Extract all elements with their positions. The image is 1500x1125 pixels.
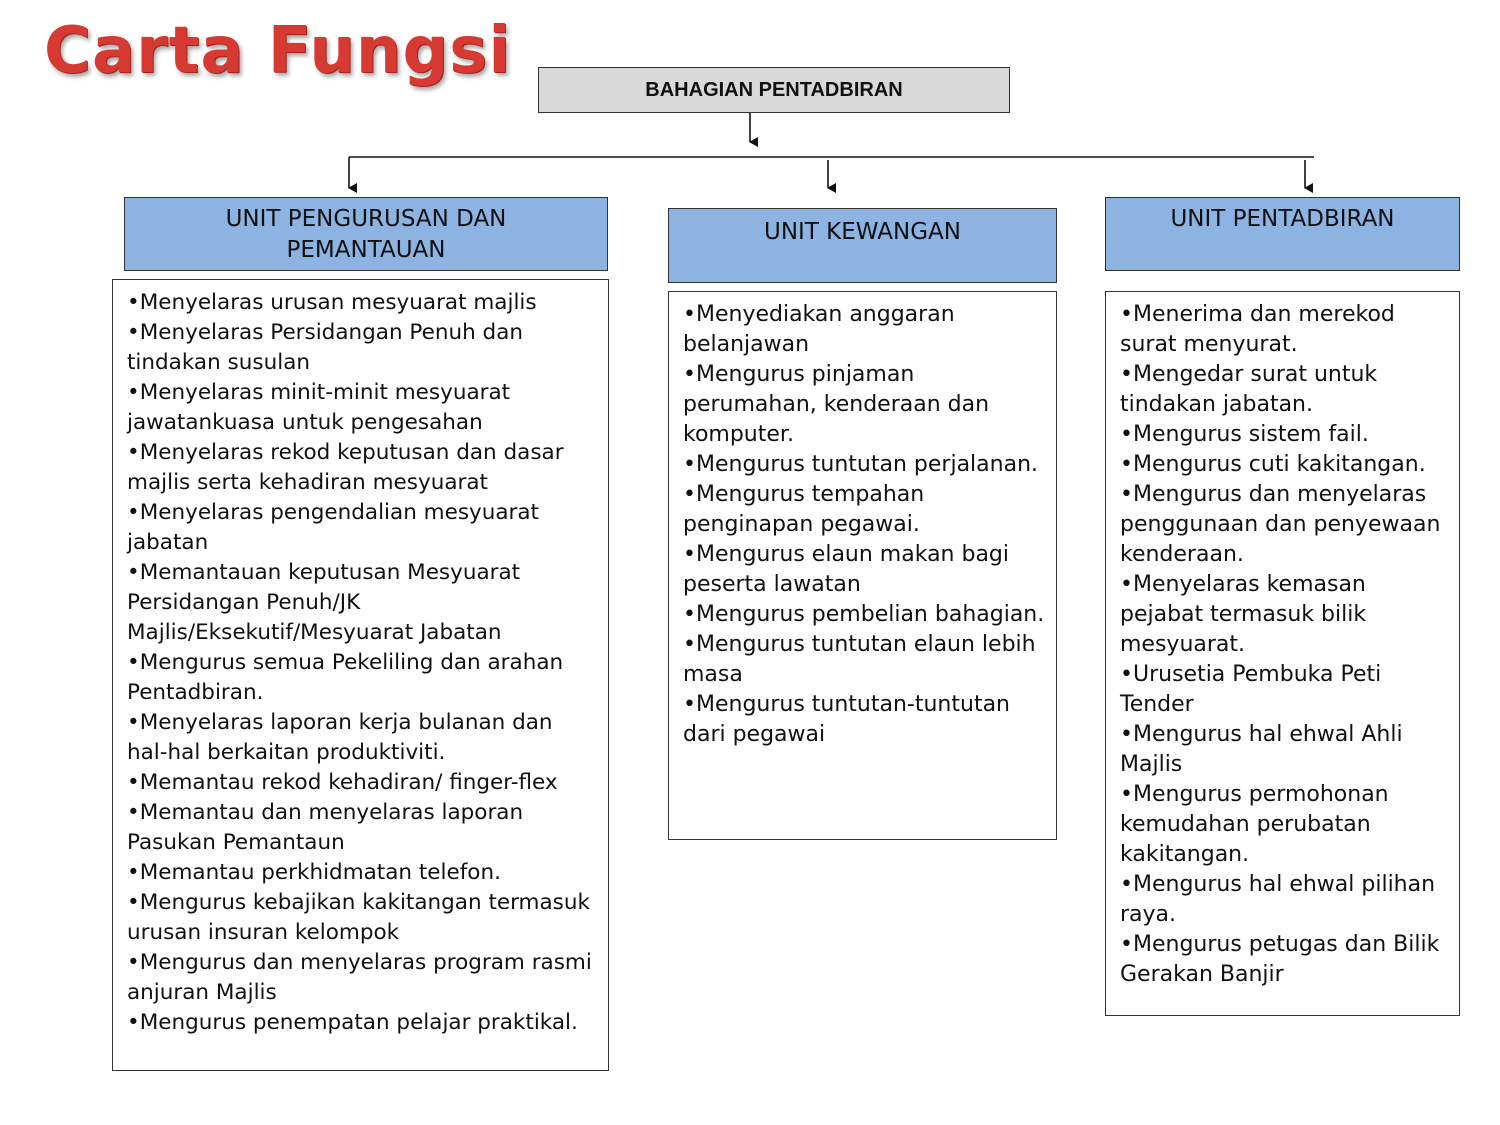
function-item: • Mengurus tuntutan perjalanan.: [683, 450, 1046, 480]
unit-header-pengurusan-pemantauan: [124, 197, 608, 271]
unit-function-list-kewangan: [668, 291, 1057, 840]
function-item: • Mengurus permohonan kemudahan perubatan kakitangan.: [1120, 780, 1449, 870]
function-item: • Menyelaras pengendalian mesyuarat jabatan: [127, 498, 598, 558]
function-item: • Mengurus semua Pekeliling dan arahan Pentadbiran.: [127, 648, 598, 708]
function-item: • Mengurus petugas dan Bilik Gerakan Banjir: [1120, 930, 1449, 990]
function-item: • Mengurus sistem fail.: [1120, 420, 1449, 450]
function-item: • Mengurus elaun makan bagi peserta lawatan: [683, 540, 1046, 600]
function-item: • Mengurus hal ehwal Ahli Majlis: [1120, 720, 1449, 780]
unit-header-pentadbiran: [1105, 197, 1460, 271]
function-item: • Mengurus kebajikan kakitangan termasuk urusan insuran kelompok: [127, 888, 598, 948]
org-connectors: [0, 0, 1500, 200]
function-item: • Mengurus tuntutan elaun lebih masa: [683, 630, 1046, 690]
function-item: • Mengurus penempatan pelajar praktikal.: [127, 1008, 598, 1038]
function-item: • Mengurus hal ehwal pilihan raya.: [1120, 870, 1449, 930]
function-item: • Mengurus pembelian bahagian.: [683, 600, 1046, 630]
unit-function-list-pengurusan-pemantauan: [112, 279, 609, 1071]
function-item: • Memantau dan menyelaras laporan Pasukan Pemantaun: [127, 798, 598, 858]
function-item: • Memantau perkhidmatan telefon.: [127, 858, 598, 888]
function-item: • Urusetia Pembuka Peti Tender: [1120, 660, 1449, 720]
unit-header-line: PEMANTAUAN: [286, 237, 446, 263]
function-item: • Mengurus tuntutan-tuntutan dari pegawai: [683, 690, 1046, 750]
function-item: • Menyelaras rekod keputusan dan dasar majlis serta kehadiran mesyuarat: [127, 438, 598, 498]
function-item: • Menyelaras laporan kerja bulanan dan hal-hal berkaitan produktiviti.: [127, 708, 598, 768]
page-title: Carta Fungsi: [44, 14, 512, 88]
unit-header-line: UNIT PENGURUSAN DAN: [225, 206, 507, 232]
unit-header-line: UNIT PENTADBIRAN: [1170, 206, 1395, 232]
function-item: • Menyelaras Persidangan Penuh dan tindakan susulan: [127, 318, 598, 378]
function-item: • Mengurus cuti kakitangan.: [1120, 450, 1449, 480]
function-item: • Menyelaras minit-minit mesyuarat jawatankuasa untuk pengesahan: [127, 378, 598, 438]
function-item: • Menyediakan anggaran belanjawan: [683, 300, 1046, 360]
function-item: • Memantauan keputusan Mesyuarat Persidangan Penuh/JK Majlis/Eksekutif/Mesyuarat Jabatan: [127, 558, 598, 648]
function-item: • Mengurus dan menyelaras program rasmi anjuran Majlis: [127, 948, 598, 1008]
function-item: • Menerima dan merekod surat menyurat.: [1120, 300, 1449, 360]
unit-header-kewangan: [668, 208, 1057, 283]
function-item: • Memantau rekod kehadiran/ finger-flex: [127, 768, 598, 798]
function-item: • Mengurus pinjaman perumahan, kenderaan dan komputer.: [683, 360, 1046, 450]
function-item: • Mengedar surat untuk tindakan jabatan.: [1120, 360, 1449, 420]
function-item: • Menyelaras kemasan pejabat termasuk bilik mesyuarat.: [1120, 570, 1449, 660]
top-node-label: BAHAGIAN PENTADBIRAN: [645, 78, 903, 101]
unit-header-line: UNIT KEWANGAN: [764, 219, 961, 245]
function-item: • Mengurus tempahan penginapan pegawai.: [683, 480, 1046, 540]
function-item: • Menyelaras urusan mesyuarat majlis: [127, 288, 598, 318]
function-item: • Mengurus dan menyelaras penggunaan dan penyewaan kenderaan.: [1120, 480, 1449, 570]
unit-function-list-pentadbiran: [1105, 291, 1460, 1016]
